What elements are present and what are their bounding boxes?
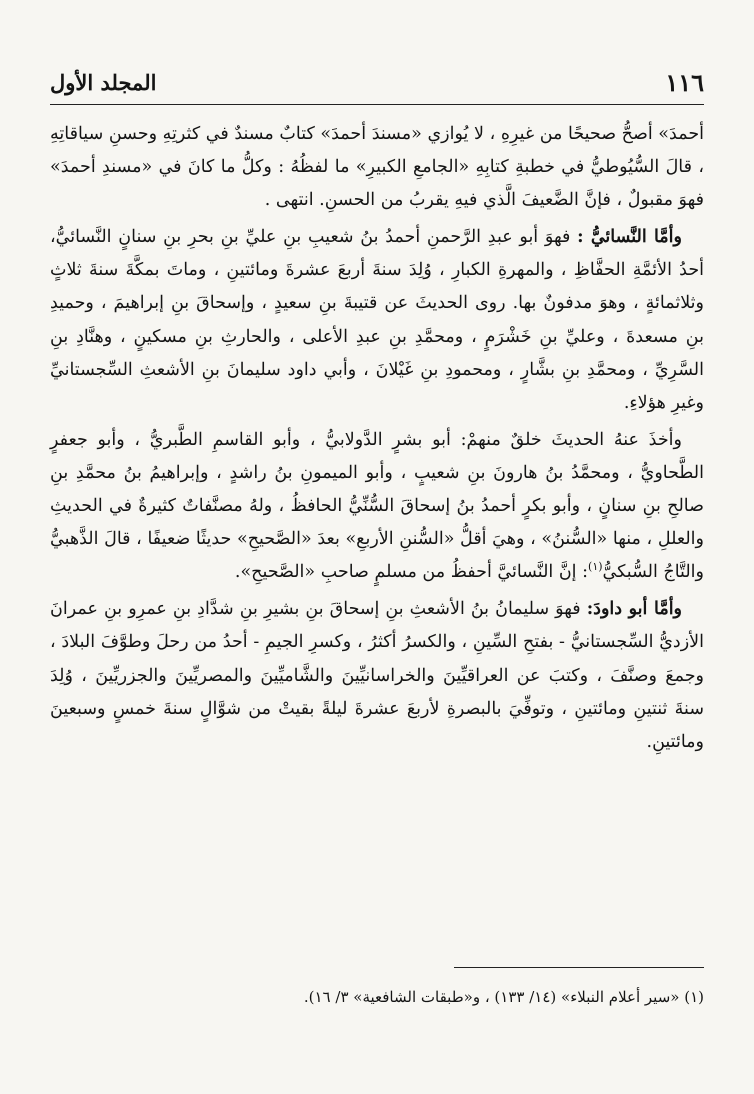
page-number: ١١٦ bbox=[665, 68, 704, 97]
paragraph-text: فهوَ أبو عبدِ الرَّحمنِ أحمدُ بنُ شعيبِ بنِ عليِّ بنِ بحرِ بنِ سنانٍ النَّسائيُّ، أحدُ الأئمَّةِ الحفَّاظِ ، والمهرةِ الكبارِ ، وُلِدَ سنةَ أربعَ عشرةَ ومائتينِ ، وماتَ بمكَّةَ سنةَ ثلاثٍ وثلاثمائةٍ ، وهوَ مدفونٌ بها. روى الحديثَ عن قتيبةَ بنِ سعيدٍ ، وإسحاقَ بنِ إبراهيمَ ، وحميدِ بنِ مسعدةَ ، وعليِّ بنِ خَشْرَمٍ ، ومحمَّدِ بنِ عبدِ الأعلى ، والحارثِ بنِ مسكينٍ ، وهنَّادِ بنِ السَّرِيِّ ، ومحمَّدِ بنِ بشَّارٍ ، ومحمودِ بنِ غَيْلانَ ، وأبي داود سليمانَ بنِ الأشعثِ السِّجستانيِّ وغيرِ هؤلاءِ. bbox=[50, 227, 704, 413]
paragraph-nasai bbox=[50, 221, 704, 420]
footnote: (١) «سير أعلام النبلاء» (١٤/ ١٣٣) ، و«طبقات الشافعية» ٣/ ١٦). bbox=[303, 988, 704, 1006]
footnote-divider bbox=[454, 967, 704, 968]
paragraph-text-after: : إنَّ النَّسائيَّ أحفظُ من مسلمٍ صاحبِ «الصَّحيحِ». bbox=[234, 562, 589, 583]
page-header bbox=[50, 62, 704, 105]
paragraph-lead: وأمَّا النَّسائيُّ : bbox=[577, 227, 682, 248]
paragraph-ahmad-continuation bbox=[50, 118, 704, 217]
paragraph-text: فهوَ سليمانُ بنُ الأشعثِ بنِ إسحاقَ بنِ بشيرِ بنِ شدَّادِ بنِ عمرِو بنِ عمرانَ الأزديُّ السِّجستانيُّ - بفتحِ السِّينِ ، والكسرُ أكثرُ ، وكسرِ الجيمِ - أحدُ من رحلَ وطوَّفَ البلادَ ، وجمعَ وصنَّفَ ، وكتبَ عن العراقيِّينَ والخراسانيِّينَ والشَّاميِّينَ والمصريِّينَ والجزريِّينَ ، وُلِدَ سنةَ ثنتينِ ومائتينِ ، وتوفِّيَ بالبصرةِ لأربعَ عشرةَ ليلةً بقيتْ من شوَّالٍ سنةَ خمسٍ وسبعينَ ومائتينِ. bbox=[50, 599, 704, 752]
volume-title: المجلد الأول bbox=[50, 70, 157, 95]
paragraph-nasai-students bbox=[50, 424, 704, 589]
footnote-reference[interactable]: (١) bbox=[588, 560, 603, 574]
paragraph-abu-dawud bbox=[50, 593, 704, 758]
paragraph-text: وأخذَ عنهُ الحديثَ خلقٌ منهمْ: أبو بشرٍ الدَّولابيُّ ، وأبو القاسمِ الطَّبريُّ ، وأبو جعفرٍ الطَّحاويُّ ، ومحمَّدُ بنُ هارونَ بنِ شعيبٍ ، وأبو الميمونِ بنُ راشدٍ ، وإبراهيمُ بنُ محمَّدِ بنِ صالحِ بنِ سنانٍ ، وأبو بكرٍ أحمدُ بنُ إسحاقَ السُّنِّيُّ الحافظُ ، ولهُ مصنَّفاتٌ كثيرةٌ في الحديثِ والعللِ ، منها «السُّننُ» ، وهيَ أقلُّ «السُّننِ الأربعِ» بعدَ «الصَّحيحِ» حديثًا ضعيفًا ، قالَ الذَّهبيُّ والتَّاجُ السُّبكيُّ bbox=[50, 429, 704, 583]
body-text bbox=[50, 118, 704, 759]
paragraph-text: أحمدَ» أصحُّ صحيحًا من غيرِهِ ، لا يُوازي «مسندَ أحمدَ» كتابٌ مسندٌ في كثرتِهِ وحسنِ سياقاتِهِ ، قالَ السُّيُوطيُّ في خطبةِ كتابِهِ «الجامعِ الكبيرِ» ما لفظُهُ : وكلُّ ما كانَ في «مسندِ أحمدَ» فهوَ مقبولٌ ، فإنَّ الضَّعيفَ الَّذي فيهِ يقربُ من الحسنِ. انتهى . bbox=[50, 124, 704, 211]
paragraph-lead: وأمَّا أبو داودَ: bbox=[586, 599, 683, 620]
